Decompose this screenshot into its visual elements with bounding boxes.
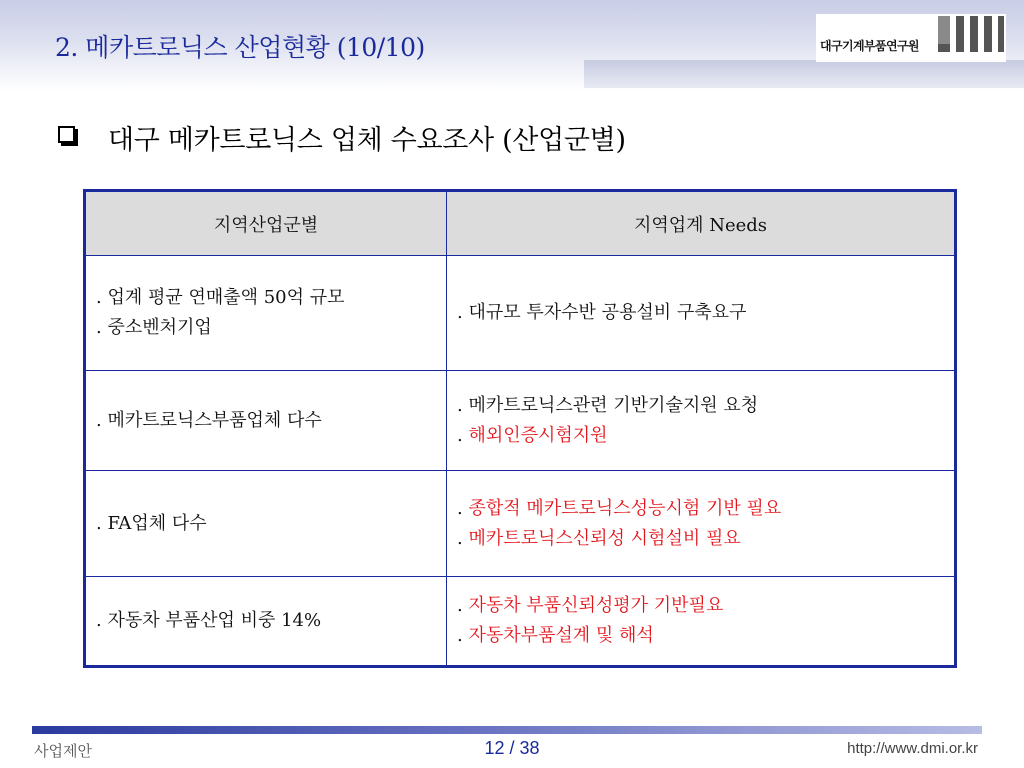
bullet-marker: . [457,595,469,616]
needs-cell [447,371,956,471]
page-title: 2. 메카트로닉스 산업현황 (10/10) [55,33,425,62]
needs-cell [447,256,956,371]
bullet-marker: . [457,497,469,519]
needs-item [457,524,944,554]
industry-cell [85,256,447,371]
column-header-needs: 지역업계 Needs [447,191,956,256]
needs-item [457,494,944,524]
footer-bar [32,726,982,734]
checkbox-icon [58,126,75,143]
institute-logo [816,14,1006,62]
needs-item [457,298,944,328]
section-title: 대구 메카트로닉스 업체 수요조사 (산업군별) [108,125,626,156]
needs-text: 자동차 부품신뢰성평가 기반필요 [468,595,724,616]
bullet-marker: . [457,302,469,323]
needs-item [457,421,944,451]
table-row [85,256,956,371]
industry-cell [85,371,447,471]
bullet-marker: . [457,394,469,416]
industry-item: . 자동차 부품산업 비중 14% [96,610,322,631]
needs-text: 자동차부품설계 및 해석 [468,625,654,646]
needs-item [457,391,944,421]
needs-text: 종합적 메카트로닉스성능시험 기반 필요 [468,497,782,519]
header-band-accent [584,60,1024,88]
needs-text: 대규모 투자수반 공용설비 구축요구 [468,302,747,323]
footer-label: 사업제안 [34,742,92,760]
needs-cell [447,577,956,667]
needs-text: 메카트로닉스신뢰성 시험설비 필요 [468,527,741,549]
industry-item: . 업계 평균 연매출액 50억 규모 [96,287,345,308]
bullet-marker: . [457,625,469,646]
bullet-marker: . [457,424,469,446]
needs-text: 해외인증시험지원 [468,424,608,446]
bullet-marker: . [457,527,469,549]
industry-item: . 중소벤처기업 [96,317,212,338]
column-header-industry: 지역산업군별 [85,191,447,256]
page-number: 12 / 38 [484,738,540,758]
table-row [85,577,956,667]
footer-url[interactable]: http://www.dmi.or.kr [847,740,978,757]
table-row [85,471,956,577]
logo-mark-icon [938,16,1004,52]
industry-cell [85,471,447,577]
needs-item [457,621,944,651]
needs-table [83,189,957,668]
logo-text: 대구기계부품연구원 [820,39,919,53]
needs-item [457,591,944,621]
needs-text: 메카트로닉스관련 기반기술지원 요청 [468,394,759,416]
industry-item: . 메카트로닉스부품업체 다수 [96,409,322,431]
table-row [85,371,956,471]
needs-cell [447,471,956,577]
industry-item: . FA업체 다수 [96,512,207,534]
industry-cell [85,577,447,667]
table-header-row [85,191,956,256]
